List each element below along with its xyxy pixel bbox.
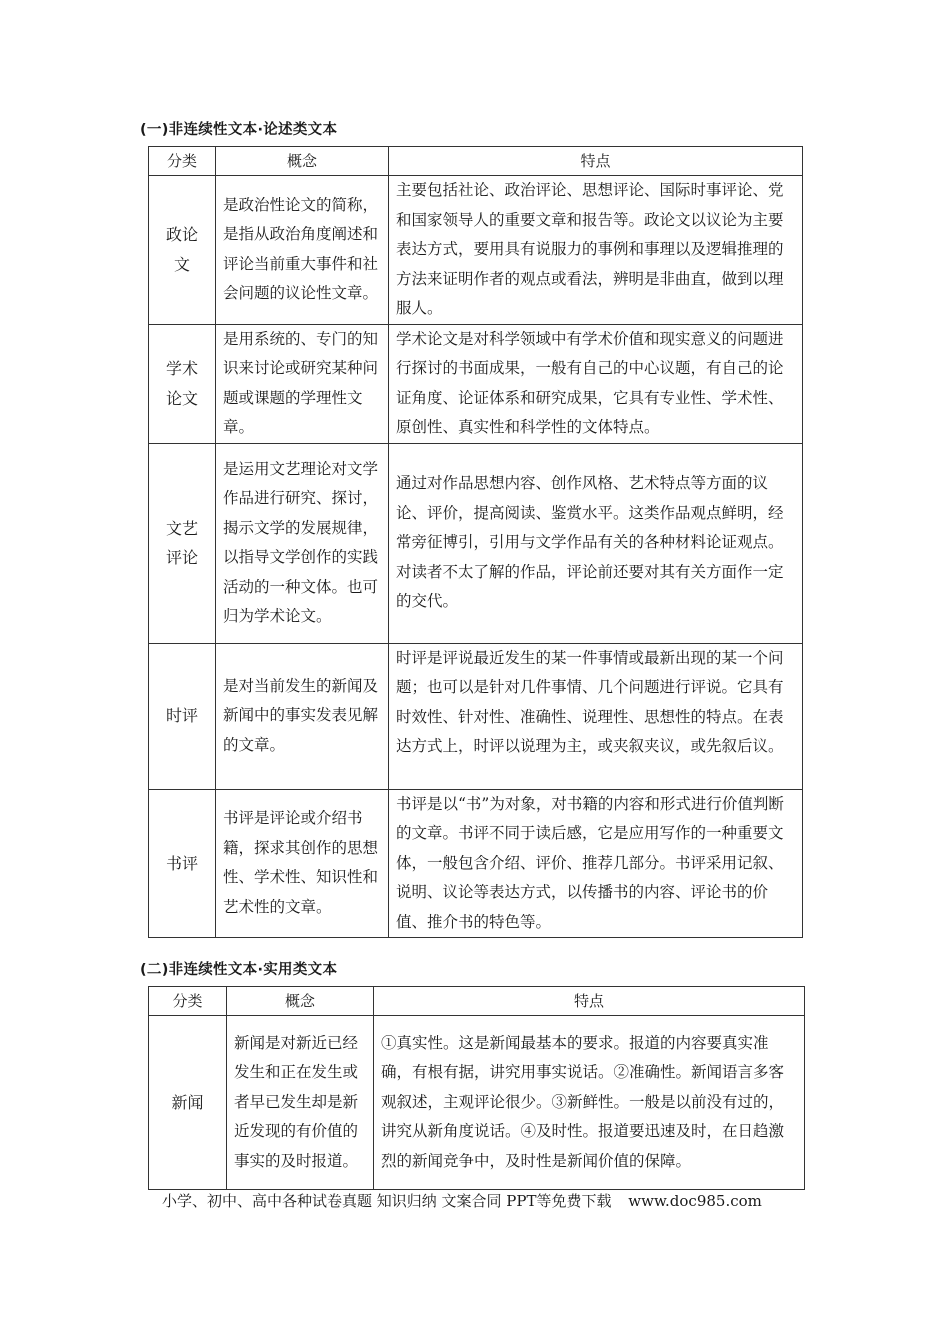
table-row [149,176,803,325]
footer-link[interactable]: www.doc985.com [628,1192,762,1210]
row-feature: ①真实性。这是新闻最基本的要求。报道的内容要真实准确，有根有据，讲究用事实说话。②准确性。新闻语言多客观叙述，主观评论很少。③新鲜性。一般是以前没有过的，讲究从新角度说话。④及时性。报道要迅速及时，在日趋激烈的新闻竞争中，及时性是新闻价值的保障。 [374,1016,805,1190]
row-feature: 通过对作品思想内容、创作风格、艺术特点等方面的议论、评价，提高阅读、鉴赏水平。这类作品观点鲜明，经常旁征博引，引用与文学作品有关的各种材料论证观点。对读者不太了解的作品，评论前还要对其有关方面作一定的交代。 [389,443,803,643]
row-concept: 是对当前发生的新闻及新闻中的事实发表见解的文章。 [216,643,389,789]
row-category: 新闻 [149,1016,227,1190]
row-concept: 是运用文艺理论对文学作品进行研究、探讨，揭示文学的发展规律，以指导文学创作的实践活动的一种文体。也可归为学术论文。 [216,443,389,643]
row-feature: 时评是评说最近发生的某一件事情或最新出现的某一个问题；也可以是针对几件事情、几个问题进行评说。它具有时效性、针对性、准确性、说理性、思想性的特点。在表达方式上，时评以说理为主，或夹叙夹议，或先叙后议。 [389,643,803,789]
table-row [149,1016,805,1190]
row-concept: 是用系统的、专门的知识来讨论或研究某种问题或课题的学理性文章。 [216,324,389,443]
table-row [149,324,803,443]
row-feature: 书评是以“书”为对象，对书籍的内容和形式进行价值判断的文章。书评不同于读后感，它是应用写作的一种重要文体，一般包含介绍、评价、推荐几部分。书评采用记叙、说明、议论等表达方式，以传播书的内容、评论书的价值、推介书的特色等。 [389,789,803,938]
argumentative-text-table [148,146,803,938]
row-concept: 书评是评论或介绍书籍，探求其创作的思想性、学术性、知识性和艺术性的文章。 [216,789,389,938]
header-category: 分类 [149,147,216,176]
header-feature: 特点 [374,987,805,1016]
row-concept: 是政治性论文的简称，是指从政治角度阐述和评论当前重大事件和社会问题的议论性文章。 [216,176,389,325]
row-category: 学术论文 [149,324,216,443]
row-category: 书评 [149,789,216,938]
table-header-row [149,147,803,176]
row-category: 时评 [149,643,216,789]
row-concept: 新闻是对新近已经发生和正在发生或者早已发生却是新近发现的有价值的事实的及时报道。 [227,1016,374,1190]
header-concept: 概念 [227,987,374,1016]
page-footer [162,1190,762,1211]
section-title-argumentative: (一)非连续性文本·论述类文本 [140,122,338,138]
header-category: 分类 [149,987,227,1016]
table-row [149,789,803,938]
table-header-row [149,987,805,1016]
table-row [149,643,803,789]
header-concept: 概念 [216,147,389,176]
row-feature: 主要包括社论、政治评论、思想评论、国际时事评论、党和国家领导人的重要文章和报告等。政论文以议论为主要表达方式，要用具有说服力的事例和事理以及逻辑推理的方法来证明作者的观点或看法，辨明是非曲直，做到以理服人。 [389,176,803,325]
row-feature: 学术论文是对科学领域中有学术价值和现实意义的问题进行探讨的书面成果，一般有自己的中心议题，有自己的论证角度、论证体系和研究成果，它具有专业性、学术性、原创性、真实性和科学性的文体特点。 [389,324,803,443]
row-category: 文艺评论 [149,443,216,643]
header-feature: 特点 [389,147,803,176]
practical-text-table [148,986,805,1190]
table-row [149,443,803,643]
row-category: 政论文 [149,176,216,325]
footer-text: 小学、初中、高中各种试卷真题 知识归纳 文案合同 PPT等免费下载 [162,1192,612,1210]
section-title-practical: (二)非连续性文本·实用类文本 [140,962,338,978]
